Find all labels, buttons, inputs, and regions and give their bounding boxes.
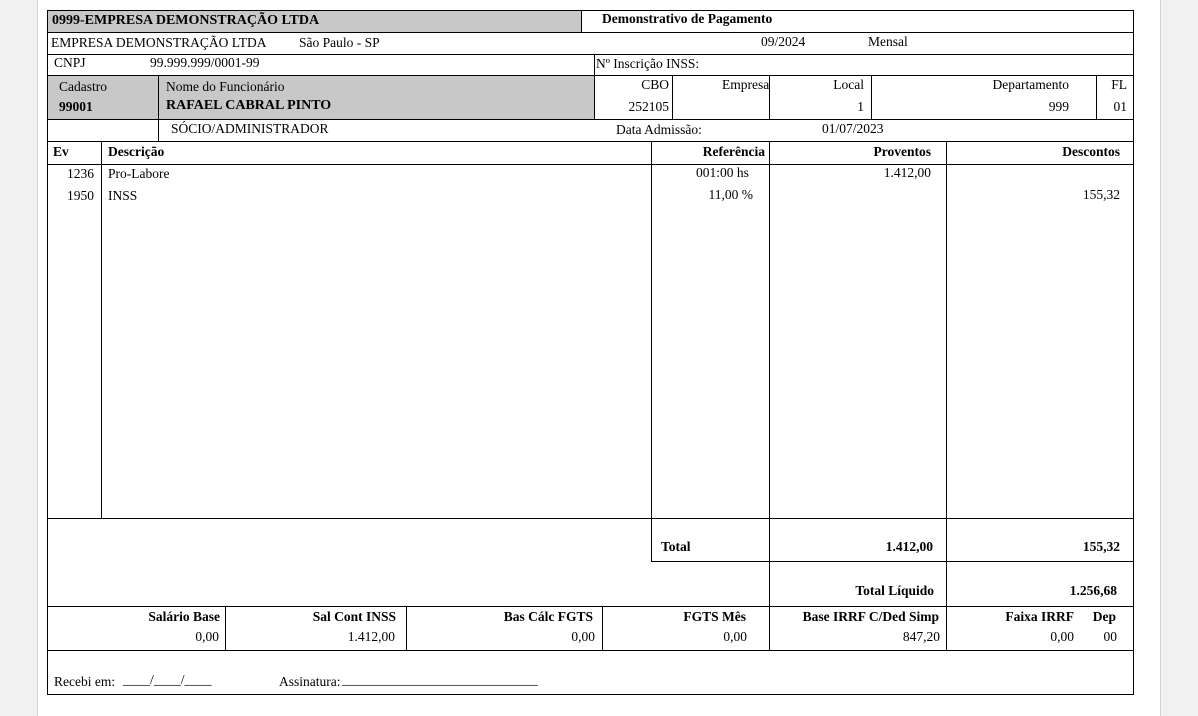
fgts-mes-value: 0,00 [723, 629, 747, 644]
fl-value: 01 [1113, 99, 1127, 114]
row-referencia: 11,00 % [708, 187, 753, 202]
total-proventos: 1.412,00 [885, 539, 933, 554]
divider [47, 119, 1134, 120]
recebi-em-label: Recebi em: [54, 674, 116, 689]
total-liquido-label: Total Líquido [855, 583, 934, 598]
divider [47, 606, 1134, 607]
divider [47, 75, 1134, 76]
cadastro-label: Cadastro [59, 79, 107, 94]
divider [871, 76, 872, 119]
divider [47, 164, 1134, 165]
fgts-mes-label: FGTS Mês [683, 609, 746, 624]
total-liquido-value: 1.256,68 [1069, 583, 1117, 598]
fl-label: FL [1111, 77, 1127, 92]
divider [225, 606, 226, 650]
period-type: Mensal [868, 34, 908, 49]
divider [47, 141, 1134, 142]
company-name: EMPRESA DEMONSTRAÇÃO LTDA [51, 35, 267, 50]
total-descontos: 155,32 [1082, 539, 1120, 554]
divider [47, 518, 1134, 519]
divider [769, 76, 770, 119]
faixa-irrf-label: Faixa IRRF [1005, 609, 1074, 624]
row-referencia: 001:00 hs [696, 165, 749, 180]
cbo-value: 252105 [628, 99, 669, 114]
recebi-em-blank: ____/____/____ [123, 672, 212, 687]
local-value: 1 [857, 99, 864, 114]
col-header-descontos: Descontos [1062, 144, 1120, 159]
period: 09/2024 [761, 34, 806, 49]
divider [651, 141, 652, 561]
dep-value: 00 [1103, 629, 1117, 644]
divider [581, 10, 582, 32]
row-ev: 1950 [67, 188, 94, 203]
divider [651, 561, 769, 562]
bas-calc-fgts-value: 0,00 [571, 629, 595, 644]
divider [1096, 76, 1097, 119]
total-label: Total [661, 539, 691, 554]
sal-cont-inss-value: 1.412,00 [347, 629, 395, 644]
assinatura-label: Assinatura: [279, 674, 341, 689]
empresa-label: Empresa [722, 77, 769, 92]
divider [769, 561, 1134, 562]
employee-name: RAFAEL CABRAL PINTO [166, 98, 332, 113]
sal-cont-inss-label: Sal Cont INSS [312, 609, 396, 624]
cnpj-label: CNPJ [54, 55, 86, 70]
divider [101, 141, 102, 518]
row-descricao: Pro-Labore [108, 166, 170, 181]
col-header-referencia: Referência [702, 144, 765, 159]
row-proventos: 1.412,00 [883, 165, 931, 180]
local-label: Local [833, 77, 864, 92]
divider [672, 76, 673, 119]
divider [47, 650, 1134, 651]
col-header-descricao: Descrição [108, 144, 165, 159]
salario-base-label: Salário Base [148, 609, 220, 624]
divider [769, 141, 770, 650]
cbo-label: CBO [641, 77, 669, 92]
cnpj-value: 99.999.999/0001-99 [150, 55, 260, 70]
assinatura-blank: _____________________________ [342, 672, 538, 687]
inss-registration-label: Nº Inscrição INSS: [596, 56, 700, 71]
bas-calc-fgts-label: Bas Cálc FGTS [503, 609, 593, 624]
divider [158, 76, 159, 141]
salario-base-value: 0,00 [195, 629, 219, 644]
row-descricao: INSS [108, 188, 138, 203]
col-header-proventos: Proventos [873, 144, 931, 159]
admission-date: 01/07/2023 [822, 121, 884, 136]
cadastro-value: 99001 [59, 99, 93, 114]
divider [594, 54, 595, 119]
admission-label: Data Admissão: [616, 122, 702, 137]
divider [47, 32, 1134, 33]
employee-name-label: Nome do Funcionário [166, 79, 285, 94]
divider [946, 141, 947, 650]
document-title: Demonstrativo de Pagamento [602, 11, 773, 26]
base-irrf-label: Base IRRF C/Ded Simp [802, 609, 939, 624]
company-city: São Paulo - SP [299, 35, 380, 50]
divider [602, 606, 603, 650]
row-descontos: 155,32 [1082, 187, 1120, 202]
faixa-irrf-value: 0,00 [1050, 629, 1074, 644]
col-header-ev: Ev [53, 144, 69, 159]
row-ev: 1236 [67, 166, 94, 181]
dep-label: Dep [1092, 609, 1116, 624]
company-code-name: 0999-EMPRESA DEMONSTRAÇÃO LTDA [52, 13, 320, 28]
departamento-value: 999 [1048, 99, 1069, 114]
divider [406, 606, 407, 650]
departamento-label: Departamento [992, 77, 1069, 92]
employee-role: SÓCIO/ADMINISTRADOR [171, 121, 329, 136]
base-irrf-value: 847,20 [902, 629, 940, 644]
